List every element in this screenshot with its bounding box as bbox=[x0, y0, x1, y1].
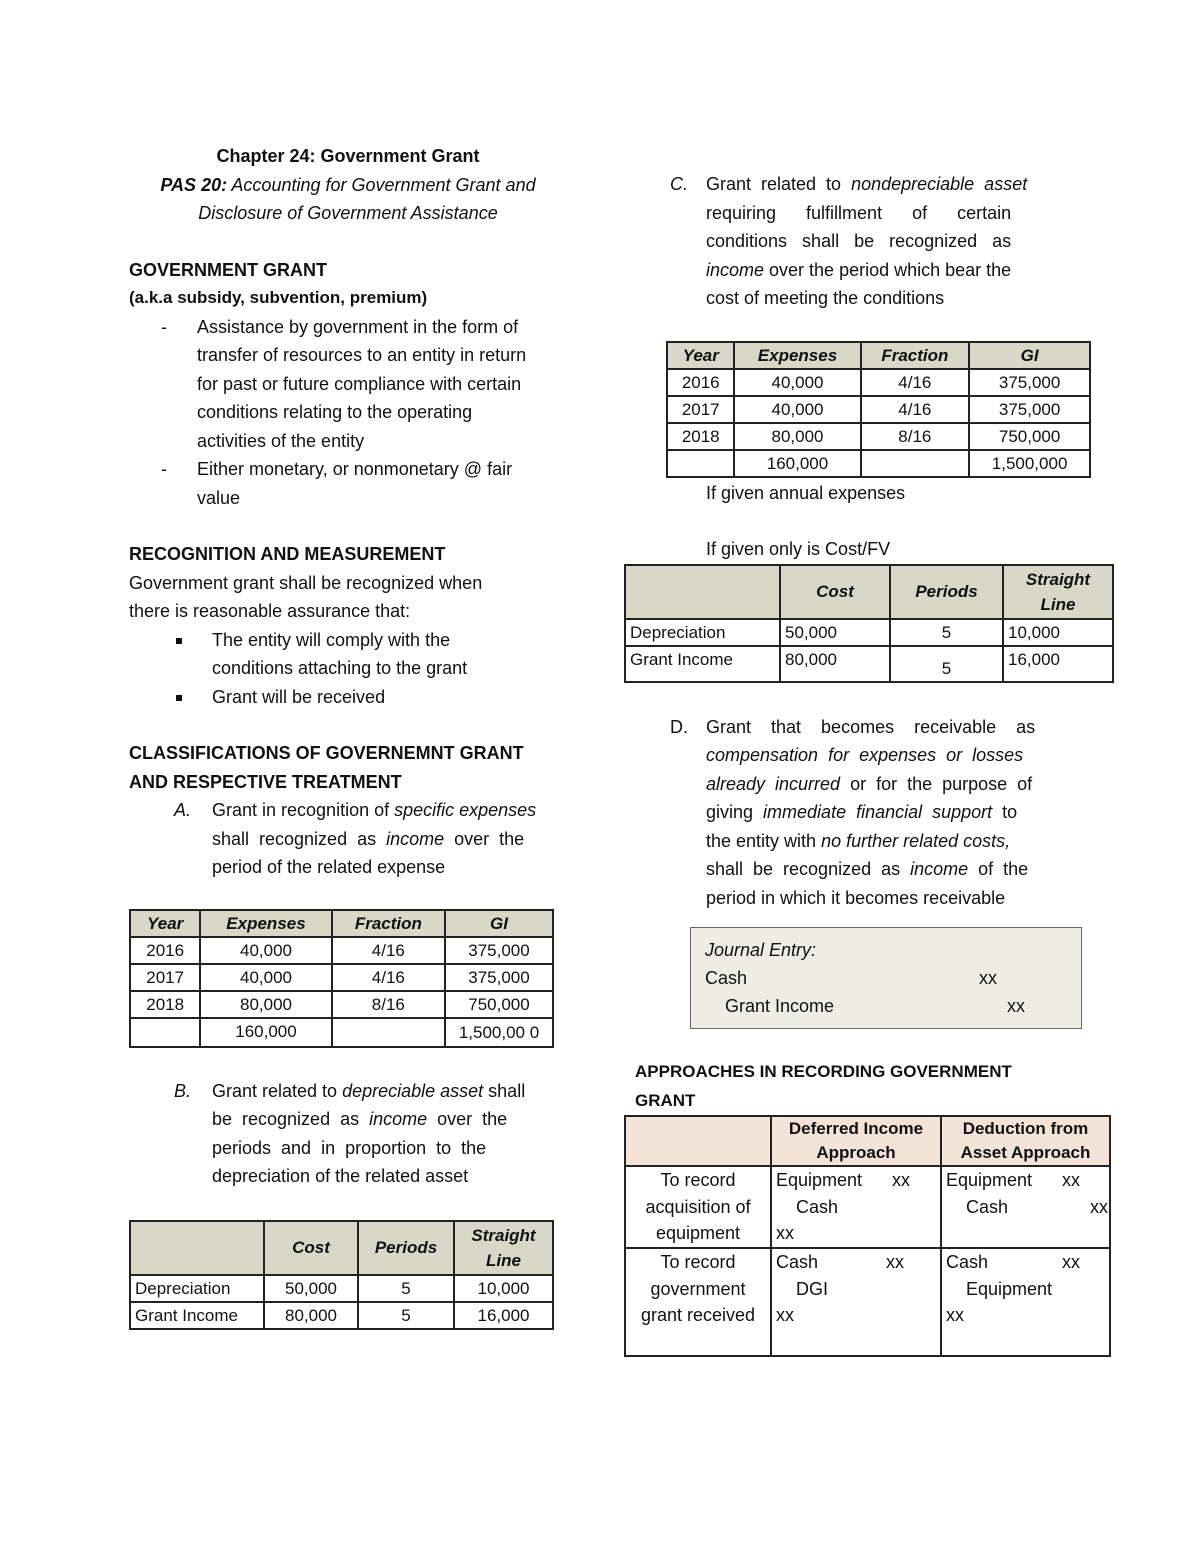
cell: 375,000 bbox=[969, 369, 1090, 396]
credit-amount: xx bbox=[1007, 996, 1025, 1016]
text: period in which it becomes receivable bbox=[706, 887, 1006, 908]
grant-table-specific-expenses bbox=[129, 909, 554, 1048]
cell: Grant Income bbox=[625, 646, 780, 682]
deferred-entry bbox=[771, 1248, 941, 1356]
col-periods: Periods bbox=[890, 565, 1003, 619]
journal-debit-row bbox=[705, 964, 1067, 992]
cell bbox=[667, 450, 734, 477]
text: Cash bbox=[776, 1252, 819, 1272]
table-row bbox=[625, 1166, 1110, 1248]
text: of the bbox=[968, 859, 1029, 879]
approaches-heading: GRANT bbox=[635, 1090, 696, 1110]
pas-line-2: Disclosure of Government Assistance bbox=[198, 203, 498, 223]
condition-item bbox=[129, 626, 567, 683]
text: income bbox=[386, 828, 445, 849]
text: Grant related to bbox=[706, 174, 852, 194]
pas-title-part1: Accounting for Government Grant and bbox=[227, 174, 536, 195]
cell: 5 bbox=[358, 1275, 454, 1302]
text: no further related costs, bbox=[821, 830, 1011, 851]
col-deduction-from-asset: Deduction from Asset Approach bbox=[941, 1116, 1110, 1166]
condition-line: conditions attaching to the grant bbox=[212, 658, 468, 678]
text: over the bbox=[444, 828, 525, 849]
text: Grant related to bbox=[212, 1080, 343, 1101]
letter-marker: C. bbox=[670, 174, 688, 194]
cell: 8/16 bbox=[861, 423, 970, 450]
col-straight-line: Straight Line bbox=[1003, 565, 1113, 619]
col-fraction: Fraction bbox=[332, 910, 445, 937]
total-row bbox=[130, 1018, 553, 1047]
text: Equipment bbox=[776, 1170, 863, 1190]
cell: 2017 bbox=[667, 396, 734, 423]
note-annual-expenses: If given annual expenses bbox=[706, 482, 906, 503]
text: period of the related expense bbox=[212, 857, 446, 877]
cell: 750,000 bbox=[969, 423, 1090, 450]
cell: Grant Income bbox=[130, 1302, 264, 1329]
col-expenses: Expenses bbox=[200, 910, 331, 937]
chapter-title: Chapter 24: Government Grant bbox=[216, 146, 480, 166]
text: xx bbox=[776, 1305, 794, 1325]
cell: 160,000 bbox=[734, 450, 860, 477]
col-gi: GI bbox=[445, 910, 553, 937]
journal-entry-box bbox=[690, 927, 1082, 1029]
table-row bbox=[667, 369, 1090, 396]
approaches-table bbox=[624, 1115, 1111, 1357]
table-row bbox=[130, 964, 553, 991]
cell: 40,000 bbox=[200, 964, 331, 991]
cell: 4/16 bbox=[332, 964, 445, 991]
cell: 10,000 bbox=[454, 1275, 553, 1302]
col-fraction: Fraction bbox=[861, 342, 970, 369]
cell bbox=[130, 1018, 200, 1047]
cell: 4/16 bbox=[332, 937, 445, 964]
text: depreciable asset bbox=[342, 1080, 484, 1101]
text: giving bbox=[706, 802, 764, 822]
note-cost-fv: If given only is Cost/FV bbox=[706, 539, 891, 559]
text: DGI bbox=[796, 1278, 829, 1299]
letter-marker: B. bbox=[174, 1080, 192, 1101]
straight-line-table-left bbox=[129, 1220, 554, 1330]
text: depreciation of the related asset bbox=[212, 1166, 469, 1186]
dash-marker: - bbox=[161, 459, 167, 479]
cell: 40,000 bbox=[200, 937, 331, 964]
def-line: for past or future compliance with certain bbox=[197, 373, 522, 394]
text: requiring fulfillment of certain bbox=[706, 202, 1012, 223]
def-line: conditions relating to the operating bbox=[197, 402, 473, 422]
cell bbox=[861, 450, 970, 477]
credit-account: Grant Income bbox=[725, 996, 835, 1016]
cell: 40,000 bbox=[734, 396, 860, 423]
cell: Depreciation bbox=[130, 1275, 264, 1302]
cell: 750,000 bbox=[445, 991, 553, 1018]
text: Cash bbox=[946, 1252, 989, 1272]
text: shall be recognized as bbox=[706, 859, 911, 879]
deduction-entry bbox=[941, 1248, 1110, 1356]
cell: 375,000 bbox=[445, 964, 553, 991]
cell: 2018 bbox=[130, 991, 200, 1018]
cell: 2018 bbox=[667, 423, 734, 450]
cell: 40,000 bbox=[734, 369, 860, 396]
text: specific expenses bbox=[394, 800, 537, 820]
cell: 80,000 bbox=[734, 423, 860, 450]
col-gi: GI bbox=[969, 342, 1090, 369]
deferred-entry bbox=[771, 1166, 941, 1248]
table-row bbox=[130, 937, 553, 964]
table-row bbox=[130, 991, 553, 1018]
col-periods: Periods bbox=[358, 1221, 454, 1275]
cell: 4/16 bbox=[861, 396, 970, 423]
classifications-heading: AND RESPECTIVE TREATMENT bbox=[129, 771, 402, 792]
dash-marker: - bbox=[161, 316, 167, 337]
recognition-heading: RECOGNITION AND MEASUREMENT bbox=[129, 544, 446, 564]
approaches-heading: APPROACHES IN RECORDING GOVERNMENT bbox=[635, 1062, 1012, 1081]
debit-account: Cash bbox=[705, 968, 748, 988]
table-row bbox=[130, 1302, 553, 1329]
cell: 16,000 bbox=[1003, 646, 1113, 682]
text: xx bbox=[1062, 1252, 1080, 1272]
col-blank bbox=[130, 1221, 264, 1275]
table-row bbox=[625, 1248, 1110, 1356]
table-row bbox=[667, 423, 1090, 450]
condition-item bbox=[129, 683, 567, 712]
col-deferred-income: Deferred Income Approach bbox=[771, 1116, 941, 1166]
text: immediate financial support bbox=[763, 802, 993, 822]
cell: 4/16 bbox=[861, 369, 970, 396]
aka-line: (a.k.a subsidy, subvention, premium) bbox=[129, 288, 428, 307]
deduction-entry bbox=[941, 1166, 1110, 1248]
square-bullet-icon bbox=[176, 695, 182, 701]
text: xx bbox=[892, 1170, 910, 1190]
right-column bbox=[624, 170, 1114, 1357]
cell: 16,000 bbox=[454, 1302, 553, 1329]
def-line: Assistance by government in the form of bbox=[197, 316, 519, 337]
cell: 50,000 bbox=[780, 619, 890, 646]
cell: 375,000 bbox=[969, 396, 1090, 423]
text: to bbox=[992, 802, 1018, 822]
left-column bbox=[129, 142, 567, 1330]
cell: 5 bbox=[358, 1302, 454, 1329]
col-blank bbox=[625, 1116, 771, 1166]
letter-marker: D. bbox=[670, 716, 688, 737]
text: Cash bbox=[966, 1196, 1009, 1217]
def-line: value bbox=[197, 487, 241, 508]
text: over the bbox=[427, 1109, 508, 1129]
text: compensation for expenses or losses bbox=[706, 745, 1024, 765]
text: xx bbox=[946, 1305, 964, 1325]
col-expenses: Expenses bbox=[734, 342, 860, 369]
square-bullet-icon bbox=[176, 638, 182, 644]
classification-c bbox=[624, 170, 1114, 313]
table-row bbox=[130, 1275, 553, 1302]
cell: 80,000 bbox=[200, 991, 331, 1018]
cell: 2017 bbox=[130, 964, 200, 991]
cell: 160,000 bbox=[200, 1018, 331, 1047]
text: periods and in proportion to the bbox=[212, 1137, 487, 1158]
cell: Depreciation bbox=[625, 619, 780, 646]
total-row bbox=[667, 450, 1090, 477]
cell: 2016 bbox=[130, 937, 200, 964]
text: shall recognized as bbox=[212, 828, 387, 849]
cell: 5 bbox=[890, 619, 1003, 646]
pas-label: PAS 20: bbox=[160, 174, 228, 195]
cell: 1,500,000 bbox=[969, 450, 1090, 477]
text: the entity with bbox=[706, 830, 822, 851]
cell: 8/16 bbox=[332, 991, 445, 1018]
text: income bbox=[706, 259, 765, 280]
cell: 5 bbox=[890, 646, 1003, 682]
journal-title: Journal Entry: bbox=[705, 940, 817, 960]
table-row bbox=[625, 646, 1113, 682]
text: Equipment bbox=[946, 1170, 1033, 1190]
text: income bbox=[369, 1109, 428, 1129]
text: xx bbox=[1090, 1196, 1108, 1217]
def-line: transfer of resources to an entity in return bbox=[197, 345, 527, 365]
debit-amount: xx bbox=[979, 968, 997, 988]
table-row bbox=[625, 619, 1113, 646]
classification-d bbox=[624, 713, 1114, 913]
cell: 10,000 bbox=[1003, 619, 1113, 646]
recognition-intro: Government grant shall be recognized when bbox=[129, 572, 483, 593]
text: Grant in recognition of bbox=[212, 800, 395, 820]
def-line: activities of the entity bbox=[197, 430, 365, 451]
text: nondepreciable asset bbox=[851, 174, 1028, 194]
cell bbox=[332, 1018, 445, 1047]
text: conditions shall be recognized as bbox=[706, 231, 1012, 251]
definition-item bbox=[129, 455, 567, 512]
journal-credit-row bbox=[705, 992, 1067, 1020]
text: already incurred bbox=[706, 773, 841, 794]
text: xx bbox=[776, 1223, 794, 1243]
pas-line-1 bbox=[129, 171, 567, 200]
cell: 2016 bbox=[667, 369, 734, 396]
col-year: Year bbox=[667, 342, 734, 369]
text: income bbox=[910, 859, 969, 879]
text: xx bbox=[1062, 1170, 1080, 1190]
grant-table-nondepreciable bbox=[666, 341, 1091, 478]
col-year: Year bbox=[130, 910, 200, 937]
text: cost of meeting the conditions bbox=[706, 288, 945, 308]
text: Grant that becomes receivable as bbox=[706, 716, 1036, 737]
classifications-heading: CLASSIFICATIONS OF GOVERNEMNT GRANT bbox=[129, 743, 524, 763]
text: Equipment bbox=[966, 1278, 1053, 1299]
condition-line: The entity will comply with the bbox=[212, 629, 451, 650]
table-row bbox=[667, 396, 1090, 423]
text: shall bbox=[483, 1080, 526, 1101]
cell: 80,000 bbox=[780, 646, 890, 682]
condition-line: Grant will be received bbox=[212, 686, 386, 707]
col-straight-line: Straight Line bbox=[454, 1221, 553, 1275]
text: xx bbox=[886, 1252, 904, 1272]
def-line: Either monetary, or nonmonetary @ fair bbox=[197, 459, 513, 479]
text: over the period which bear the bbox=[764, 259, 1012, 280]
cell: 375,000 bbox=[445, 937, 553, 964]
row-label: To record acquisition of equipment bbox=[625, 1166, 771, 1248]
col-cost: Cost bbox=[780, 565, 890, 619]
cell: 80,000 bbox=[264, 1302, 358, 1329]
cell: 1,500,00 0 bbox=[445, 1018, 553, 1047]
classification-a bbox=[129, 796, 567, 882]
row-label: To record government grant received bbox=[625, 1248, 771, 1356]
definition-item bbox=[129, 313, 567, 456]
text: be recognized as bbox=[212, 1109, 370, 1129]
classification-b bbox=[129, 1077, 567, 1191]
recognition-intro: there is reasonable assurance that: bbox=[129, 601, 411, 621]
col-cost: Cost bbox=[264, 1221, 358, 1275]
text: or for the purpose of bbox=[840, 773, 1033, 794]
col-blank bbox=[625, 565, 780, 619]
government-grant-heading: GOVERNMENT GRANT bbox=[129, 259, 327, 280]
letter-marker: A. bbox=[174, 800, 192, 820]
text: Cash bbox=[796, 1196, 839, 1217]
straight-line-table-right bbox=[624, 564, 1114, 683]
cell: 50,000 bbox=[264, 1275, 358, 1302]
